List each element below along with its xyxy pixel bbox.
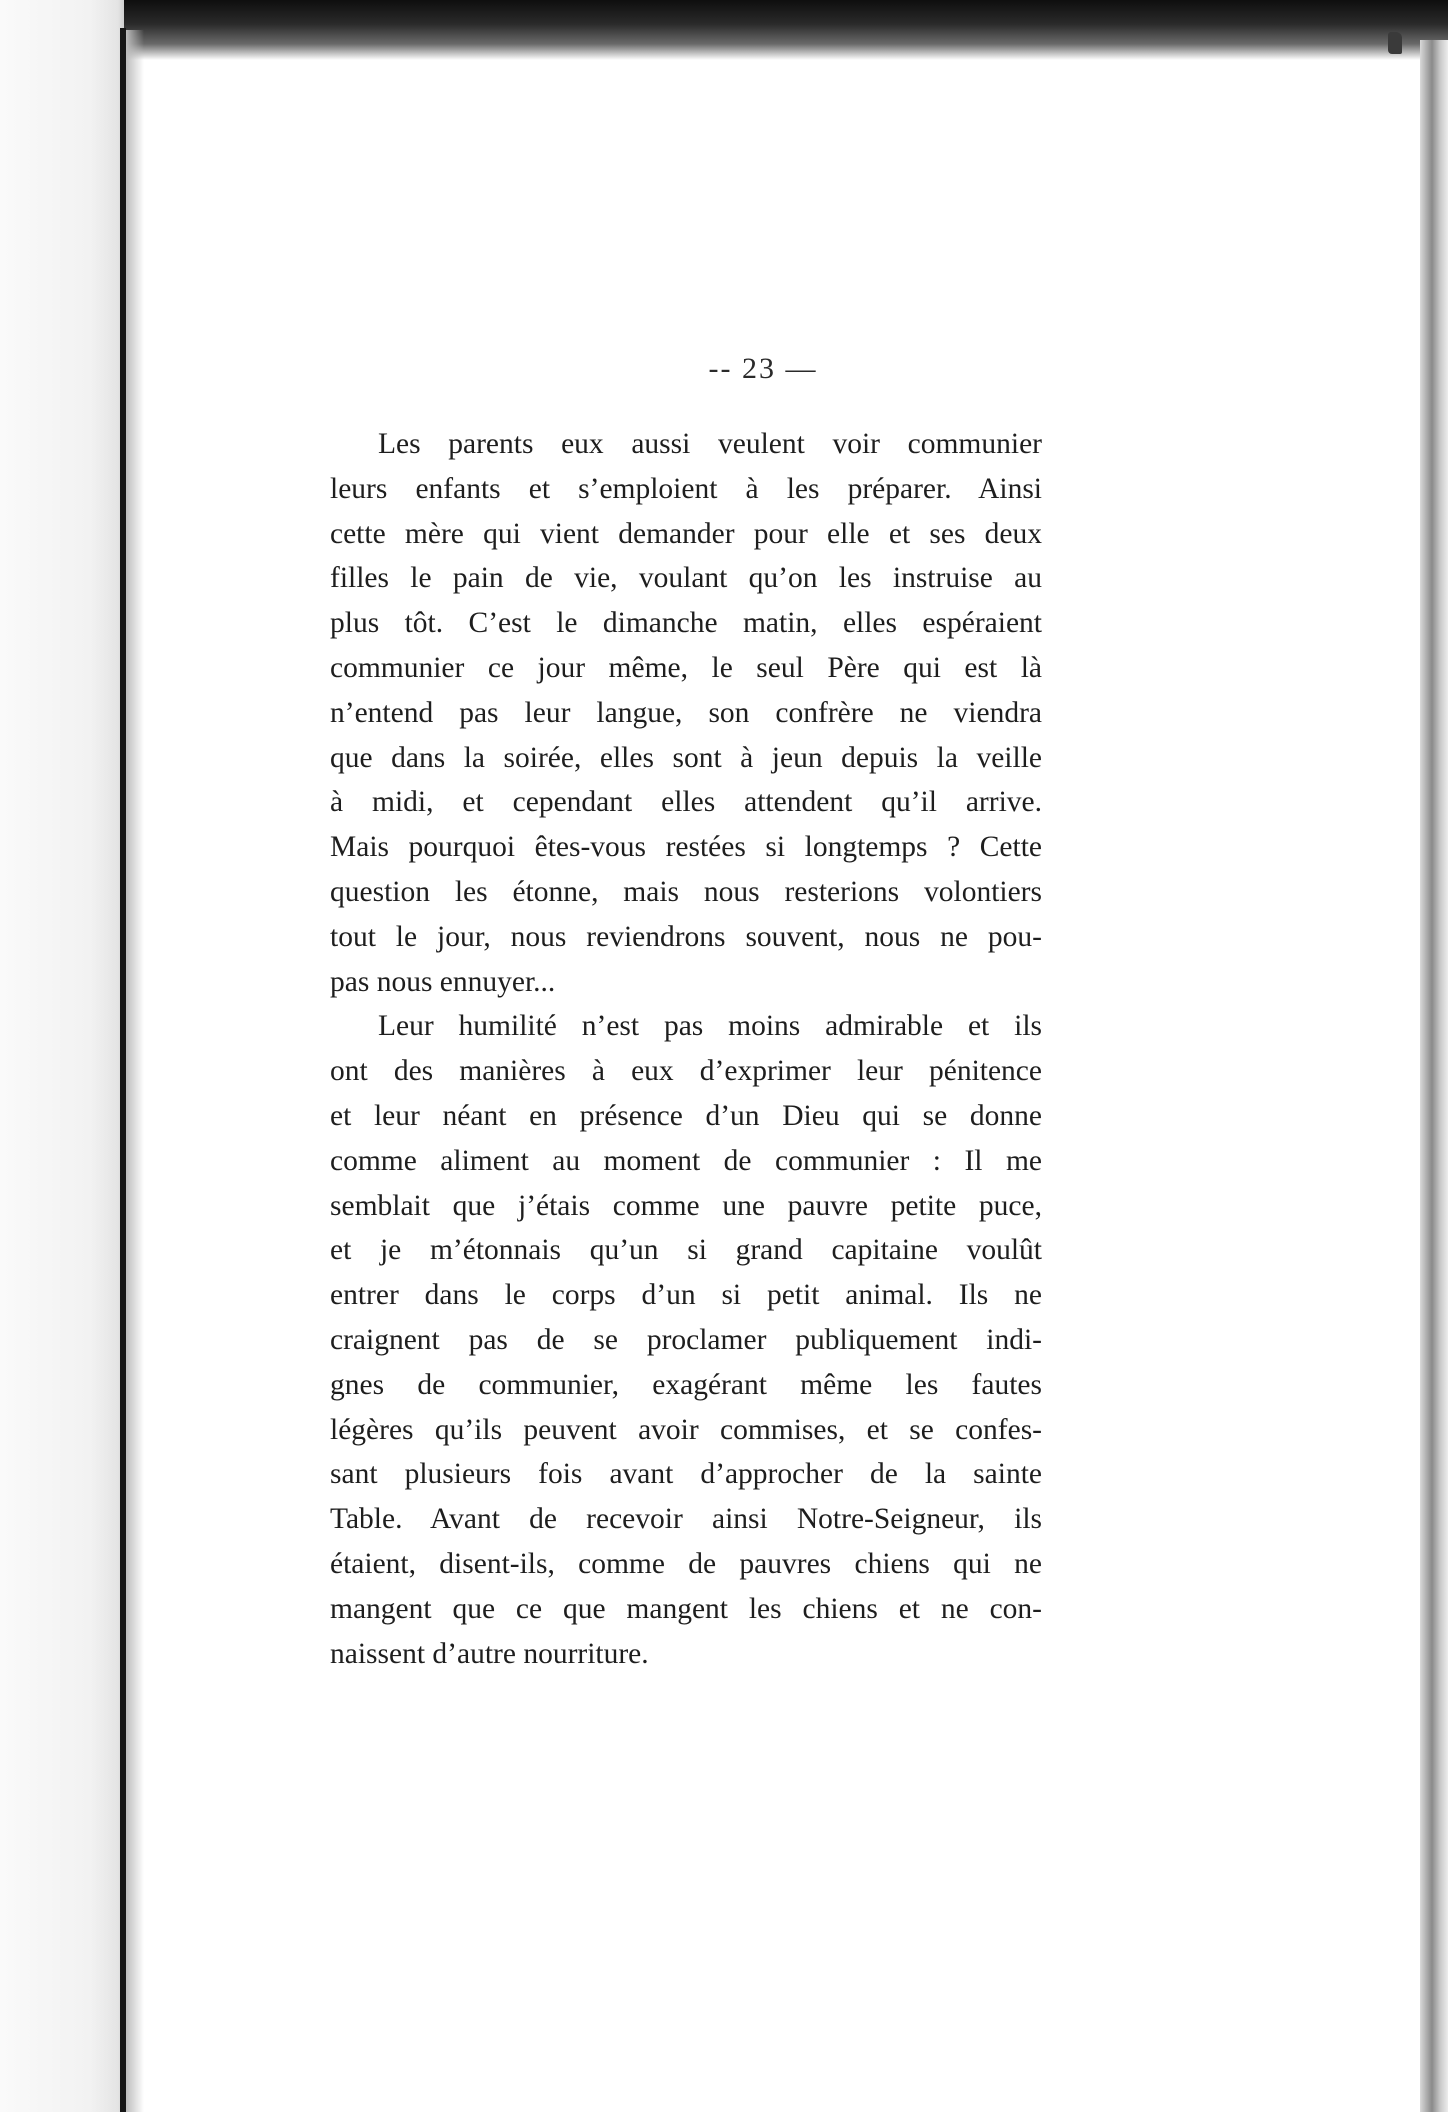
body-text: [330, 422, 1042, 1676]
text-line: et je m’étonnais qu’un si grand capitaine voulût: [330, 1234, 1042, 1267]
page-right-edge: [1420, 40, 1448, 2112]
text-line: légères qu’ils peuvent avoir commises, et se confes-: [330, 1413, 1042, 1446]
text-line: question les étonne, mais nous resterions volontiers: [330, 875, 1042, 908]
text-line: et leur néant en présence d’un Dieu qui se donne: [330, 1099, 1042, 1132]
text-line: sant plusieurs fois avant d’approcher de la sainte: [330, 1458, 1042, 1491]
text-line: Table. Avant de recevoir ainsi Notre-Seigneur, ils: [330, 1503, 1042, 1536]
text-line: entrer dans le corps d’un si petit animal. Ils ne: [330, 1279, 1042, 1312]
facing-page-margin: [0, 0, 124, 2112]
text-line: cette mère qui vient demander pour elle et ses deux: [330, 517, 1042, 550]
text-line: Mais pourquoi êtes-vous restées si longtemps ? Cette: [330, 831, 1042, 864]
text-line: leurs enfants et s’emploient à les préparer. Ainsi: [330, 472, 1042, 505]
text-line: naissent d’autre nourriture.: [330, 1637, 649, 1670]
gutter-shadow: [126, 30, 144, 2112]
text-line: filles le pain de vie, voulant qu’on les instruise au: [330, 562, 1042, 595]
page-number: -- 23 —: [708, 352, 818, 385]
paragraph-1: [330, 422, 1042, 1004]
scan-corner-mark: [1388, 32, 1402, 54]
scan-top-border: [0, 0, 1448, 60]
text-line: communier ce jour même, le seul Père qui est là: [330, 651, 1042, 684]
text-line: Les parents eux aussi veulent voir communier: [378, 428, 1042, 460]
text-line: Leur humilité n’est pas moins admirable et ils: [378, 1010, 1042, 1043]
text-line: ont des manières à eux d’exprimer leur pénitence: [330, 1055, 1042, 1088]
text-line: étaient, disent-ils, comme de pauvres chiens qui ne: [330, 1547, 1042, 1580]
text-line: à midi, et cependant elles attendent qu’il arrive.: [330, 786, 1042, 819]
text-line: semblait que j’étais comme une pauvre petite puce,: [330, 1189, 1042, 1222]
text-line: que dans la soirée, elles sont à jeun depuis la veille: [330, 741, 1042, 774]
text-line: craignent pas de se proclamer publiquement indi-: [330, 1323, 1042, 1356]
text-line: gnes de communier, exagérant même les fautes: [330, 1368, 1042, 1401]
text-line: comme aliment au moment de communier : Il me: [330, 1144, 1042, 1177]
paragraph-2: [330, 1004, 1042, 1676]
text-line: n’entend pas leur langue, son confrère ne viendra: [330, 696, 1042, 729]
text-line: pas nous ennuyer...: [330, 965, 556, 998]
text-line: tout le jour, nous reviendrons souvent, nous ne pou-: [330, 920, 1042, 953]
text-line: mangent que ce que mangent les chiens et ne con-: [330, 1592, 1042, 1625]
text-line: plus tôt. C’est le dimanche matin, elles espéraient: [330, 607, 1042, 640]
